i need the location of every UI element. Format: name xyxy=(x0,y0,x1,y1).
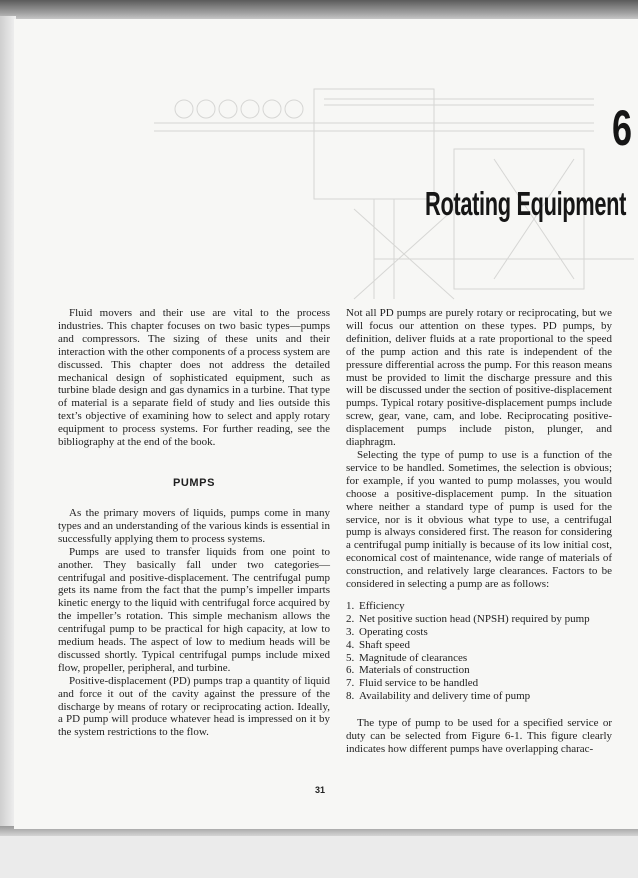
spacer xyxy=(346,703,612,717)
list-item-text: Availability and delivery time of pump xyxy=(359,690,531,703)
list-item-number: 2. xyxy=(346,612,355,625)
section-heading-pumps: PUMPS xyxy=(172,476,216,489)
list-item-text: Net positive suction head (NPSH) required by pump xyxy=(359,612,590,625)
chapter-title: Rotating Equipment xyxy=(425,185,626,222)
list-item xyxy=(346,600,612,613)
list-item-text: Magnitude of clearances xyxy=(359,651,468,664)
body-paragraph: As the primary movers of liquids, pumps come in many types and an understanding of the various kinds is essential in successfully applying them to process systems. xyxy=(58,506,330,545)
body-paragraph: The type of pump to be used for a specified service or duty can be selected from Figure 6-1. This figure clearly indicates how different pumps have overlapping charac- xyxy=(346,717,612,755)
intro-paragraph: Fluid movers and their use are vital to the process industries. This chapter focuses on two basic types—pumps and compressors. The sizing of these units and their interaction with the other components of a process system are discussed. This chapter does not address the detailed mechanical design of sophisticated equipment, such as turbine blade design and gas dynamics in a turbine. That type of material is a separate field of study and lies outside this text’s objective of examining how to select and apply rotary equipment to process systems. For further reading, see the bibliography at the end of the book. xyxy=(58,307,330,449)
chapter-number: 6 xyxy=(611,100,632,156)
list-item-text: Shaft speed xyxy=(359,638,411,651)
list-item-number: 7. xyxy=(346,677,355,690)
list-item-number: 1. xyxy=(346,599,355,612)
list-item-text: Operating costs xyxy=(359,625,428,638)
list-item xyxy=(346,626,612,639)
list-item-number: 5. xyxy=(346,651,355,664)
list-item-number: 3. xyxy=(346,625,355,638)
selection-factors-list xyxy=(346,600,612,703)
right-column xyxy=(346,307,612,756)
body-paragraph: Positive-displacement (PD) pumps trap a quantity of liquid and force it out of the cavity against the pressure of the discharge by means of rotary or reciprocating action. Ideally, a PD pump will produce whatever head is impressed on it by the system restrictions to the flow. xyxy=(58,674,330,739)
list-item-text: Materials of construction xyxy=(359,664,470,677)
body-paragraph: Selecting the type of pump to use is a function of the service to be handled. Sometimes, the selection is obvious; for example, if you wanted to pump molasses, you would choose a positive-displacement pump. In the situation where neither a standard type of pump is used for the service, nor is it obvious what type to use, a centrifugal pump is always considered first. The reason for considering a centrifugal pump initially is because of its low initial cost, economical cost of maintenance, wide range of materials of construction, and relatively large clearances. Factors to be considered in selecting a pump are as follows: xyxy=(346,448,612,591)
list-item xyxy=(346,639,612,652)
list-item-number: 4. xyxy=(346,638,355,651)
list-item xyxy=(346,677,612,690)
section-heading-wrap xyxy=(58,459,330,507)
list-item xyxy=(346,613,612,626)
page-number: 31 xyxy=(314,785,325,795)
body-paragraph: Pumps are used to transfer liquids from one point to another. They basically fall under two categories—centrifugal and positive-displacement. The centrifugal pump gets its name from the fact that the pump’s impeller imparts kinetic energy to the liquid with centrifugal force acquired by the impeller’s rotation. This simple mechanism allows the centrifugal pump to be practical for high capacity, at low to medium heads. The aspect of low to medium heads will be discussed shortly. Typical centrifugal pumps include mixed flow, propeller, peripheral, and turbine. xyxy=(58,545,330,674)
list-item-number: 8. xyxy=(346,690,355,703)
list-item-number: 6. xyxy=(346,664,355,677)
list-item-text: Efficiency xyxy=(359,599,405,612)
body-paragraph: Not all PD pumps are purely rotary or reciprocating, but we will focus our attention on these types. PD pumps, by definition, deliver fluids at a rate proportional to the speed of the pump action and this rate is independent of the pressure differential across the pump. For this reason means must be provided to limit the discharge pressure and this will be discussed under the section of positive-displacement pumps. Typical rotary positive-displacement pumps include screw, gear, vane, cam, and lobe. Reciprocating positive-displacement pumps include piston, plunger, and diaphragm. xyxy=(346,307,612,449)
list-item xyxy=(346,664,612,677)
left-column xyxy=(58,307,330,739)
list-item xyxy=(346,690,612,703)
list-item xyxy=(346,652,612,665)
list-item-text: Fluid service to be handled xyxy=(359,677,479,690)
